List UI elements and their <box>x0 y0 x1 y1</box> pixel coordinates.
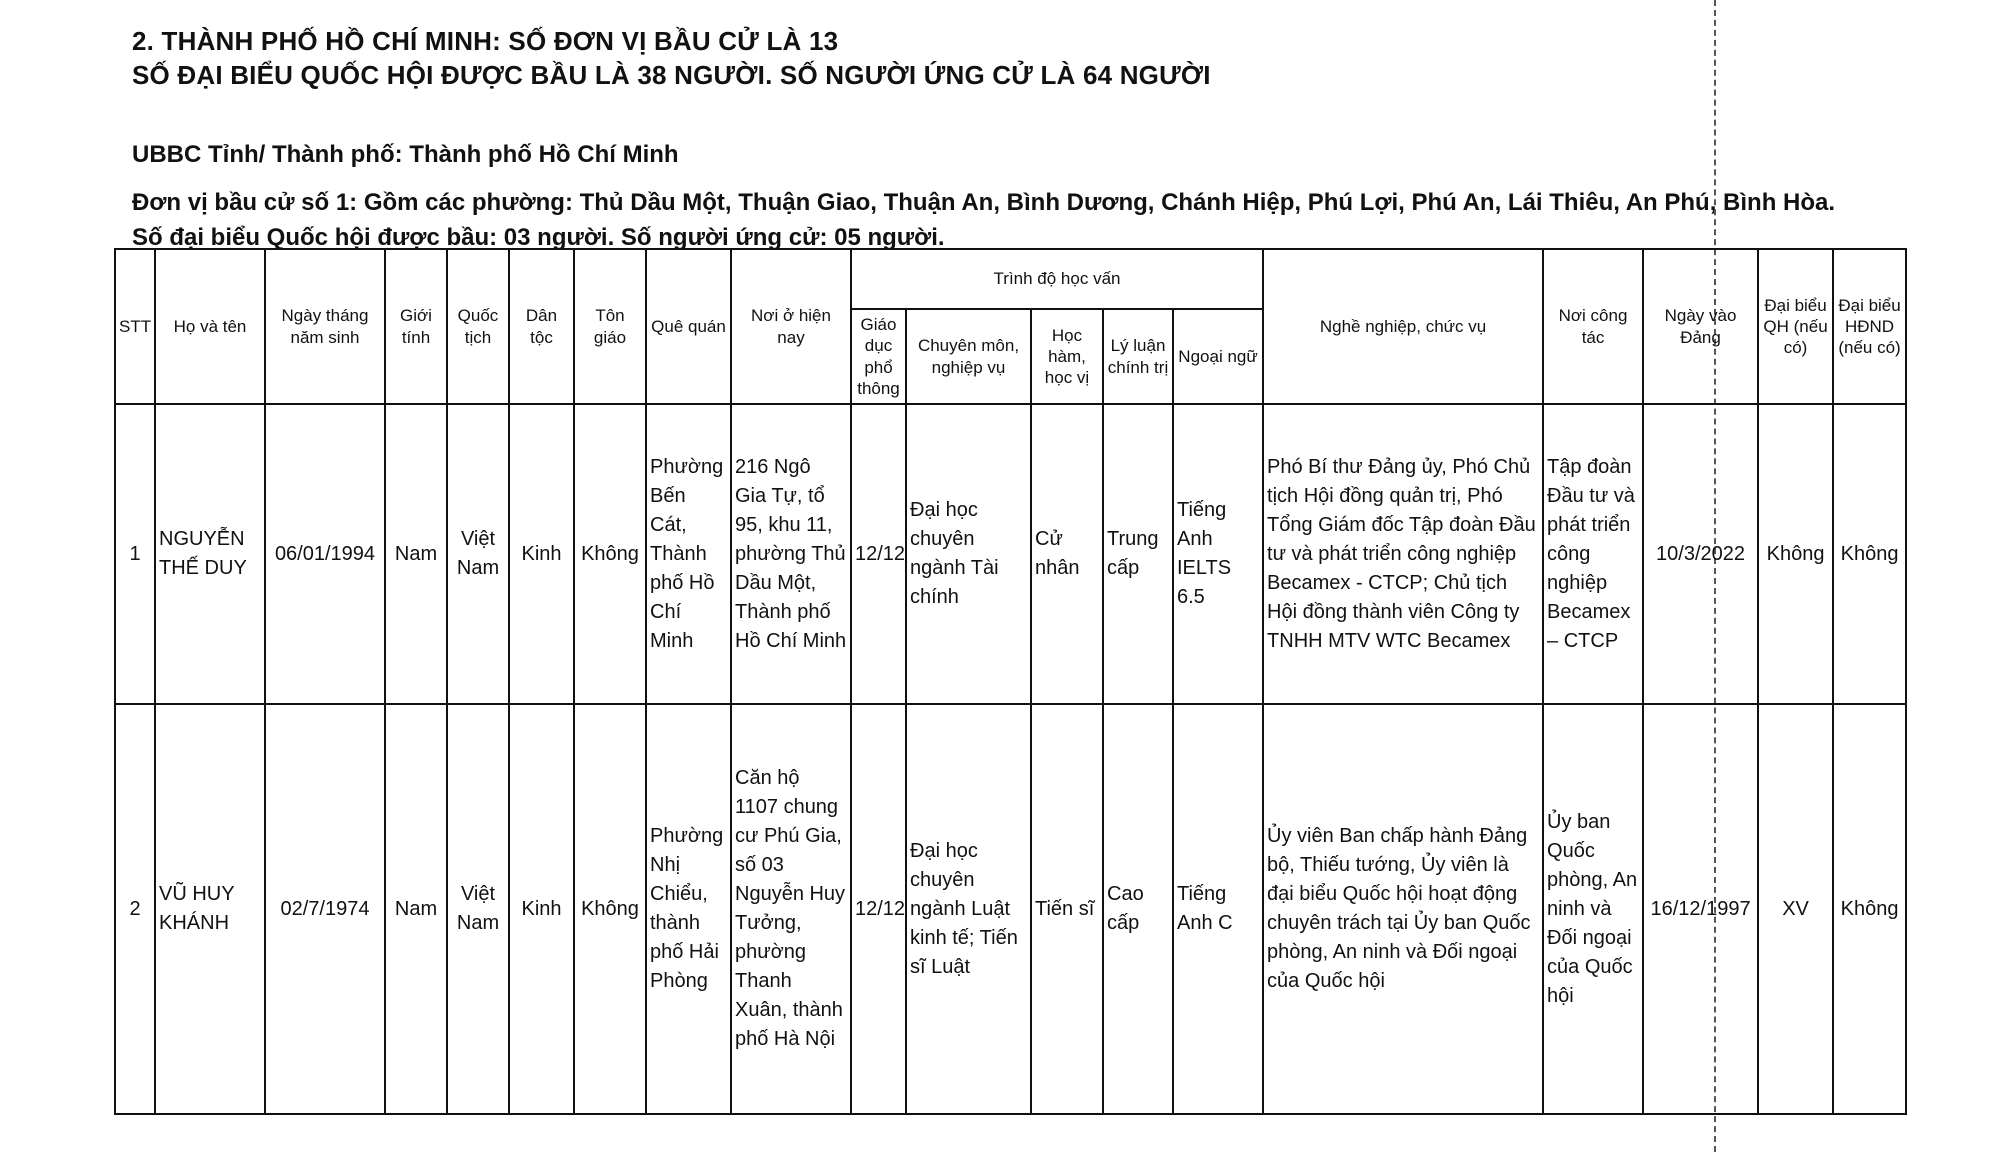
header-residence: Nơi ở hiện nay <box>731 249 851 404</box>
header-row-top <box>115 249 1906 309</box>
cell-religion: Không <box>574 704 646 1114</box>
cell-stt: 1 <box>115 404 155 704</box>
header-council-delegate: Đại biểu HĐND (nếu có) <box>1833 249 1906 404</box>
cell-na-delegate: Không <box>1758 404 1833 704</box>
cell-general-education: 12/12 <box>851 704 906 1114</box>
electoral-unit-line: Đơn vị bầu cử số 1: Gồm các phường: Thủ Dầu Một, Thuận Giao, Thuận An, Bình Dương, Chánh Hiệp, Phú Lợi, Phú An, Lái Thiêu, An Phú, Bình Hòa. <box>132 189 1836 216</box>
cell-dob: 06/01/1994 <box>265 404 385 704</box>
cell-gender: Nam <box>385 704 447 1114</box>
cell-residence: 216 Ngô Gia Tự, tổ 95, khu 11, phường Thủ Dầu Một, Thành phố Hồ Chí Minh <box>731 404 851 704</box>
cell-nationality: Việt Nam <box>447 704 509 1114</box>
header-ethnicity: Dân tộc <box>509 249 574 404</box>
cell-workplace: Tập đoàn Đầu tư và phát triển công nghiệp Becamex – CTCP <box>1543 404 1643 704</box>
cell-general-education: 12/12 <box>851 404 906 704</box>
cell-political-theory: Trung cấp <box>1103 404 1173 704</box>
header-nationality: Quốc tịch <box>447 249 509 404</box>
cell-residence: Căn hộ 1107 chung cư Phú Gia, số 03 Nguyễn Huy Tưởng, phường Thanh Xuân, thành phố Hà Nội <box>731 704 851 1114</box>
cell-degree: Cử nhân <box>1031 404 1103 704</box>
header-na-delegate: Đại biểu QH (nếu có) <box>1758 249 1833 404</box>
header-religion: Tôn giáo <box>574 249 646 404</box>
cell-dob: 02/7/1974 <box>265 704 385 1114</box>
candidate-table <box>114 248 1907 1115</box>
cell-foreign-language: Tiếng Anh C <box>1173 704 1263 1114</box>
cell-na-delegate: XV <box>1758 704 1833 1114</box>
cell-ethnicity: Kinh <box>509 404 574 704</box>
cell-gender: Nam <box>385 404 447 704</box>
cell-stt: 2 <box>115 704 155 1114</box>
cell-ethnicity: Kinh <box>509 704 574 1114</box>
cell-degree: Tiến sĩ <box>1031 704 1103 1114</box>
header-general-education: Giáo dục phổ thông <box>851 309 906 404</box>
cell-foreign-language: Tiếng Anh IELTS 6.5 <box>1173 404 1263 704</box>
cell-council-delegate: Không <box>1833 404 1906 704</box>
cell-occupation: Phó Bí thư Đảng ủy, Phó Chủ tịch Hội đồng quản trị, Phó Tổng Giám đốc Tập đoàn Đầu tư và phát triển công nghiệp Becamex - CTCP; Chủ tịch Hội đồng thành viên Công ty TNHH MTV WTC Becamex <box>1263 404 1543 704</box>
cell-religion: Không <box>574 404 646 704</box>
cell-council-delegate: Không <box>1833 704 1906 1114</box>
header-occupation: Nghề nghiệp, chức vụ <box>1263 249 1543 404</box>
table-row <box>115 704 1906 1114</box>
cell-nationality: Việt Nam <box>447 404 509 704</box>
cell-hometown: Phường Bến Cát, Thành phố Hồ Chí Minh <box>646 404 731 704</box>
cell-party-date: 10/3/2022 <box>1643 404 1758 704</box>
cell-specialty: Đại học chuyên ngành Tài chính <box>906 404 1031 704</box>
header-workplace: Nơi công tác <box>1543 249 1643 404</box>
header-degree: Học hàm, học vị <box>1031 309 1103 404</box>
document-heading-line2: SỐ ĐẠI BIỂU QUỐC HỘI ĐƯỢC BẦU LÀ 38 NGƯỜI. SỐ NGƯỜI ỨNG CỬ LÀ 64 NGƯỜI <box>132 60 1211 90</box>
header-name: Họ và tên <box>155 249 265 404</box>
header-education-group: Trình độ học vấn <box>851 249 1263 309</box>
header-party-date: Ngày vào Đảng <box>1643 249 1758 404</box>
cell-political-theory: Cao cấp <box>1103 704 1173 1114</box>
header-foreign-language: Ngoại ngữ <box>1173 309 1263 404</box>
header-specialty: Chuyên môn, nghiệp vụ <box>906 309 1031 404</box>
ubbc-line: UBBC Tỉnh/ Thành phố: Thành phố Hồ Chí Minh <box>132 141 679 168</box>
delegate-count-line: Số đại biểu Quốc hội được bầu: 03 người. Số người ứng cử: 05 người. <box>132 224 945 251</box>
header-hometown: Quê quán <box>646 249 731 404</box>
cell-workplace: Ủy ban Quốc phòng, An ninh và Đối ngoại của Quốc hội <box>1543 704 1643 1114</box>
document-heading-line1: 2. THÀNH PHỐ HỒ CHÍ MINH: SỐ ĐƠN VỊ BẦU CỬ LÀ 13 <box>132 26 839 56</box>
table-row <box>115 404 1906 704</box>
cell-name: NGUYỄN THẾ DUY <box>155 404 265 704</box>
cell-specialty: Đại học chuyên ngành Luật kinh tế; Tiến sĩ Luật <box>906 704 1031 1114</box>
header-political-theory: Lý luận chính trị <box>1103 309 1173 404</box>
header-gender: Giới tính <box>385 249 447 404</box>
cell-name: VŨ HUY KHÁNH <box>155 704 265 1114</box>
header-stt: STT <box>115 249 155 404</box>
header-dob: Ngày tháng năm sinh <box>265 249 385 404</box>
cell-occupation: Ủy viên Ban chấp hành Đảng bộ, Thiếu tướng, Ủy viên là đại biểu Quốc hội hoạt động chuyên trách tại Ủy ban Quốc phòng, An ninh và Đối ngoại của Quốc hội <box>1263 704 1543 1114</box>
cell-party-date: 16/12/1997 <box>1643 704 1758 1114</box>
cell-hometown: Phường Nhị Chiểu, thành phố Hải Phòng <box>646 704 731 1114</box>
